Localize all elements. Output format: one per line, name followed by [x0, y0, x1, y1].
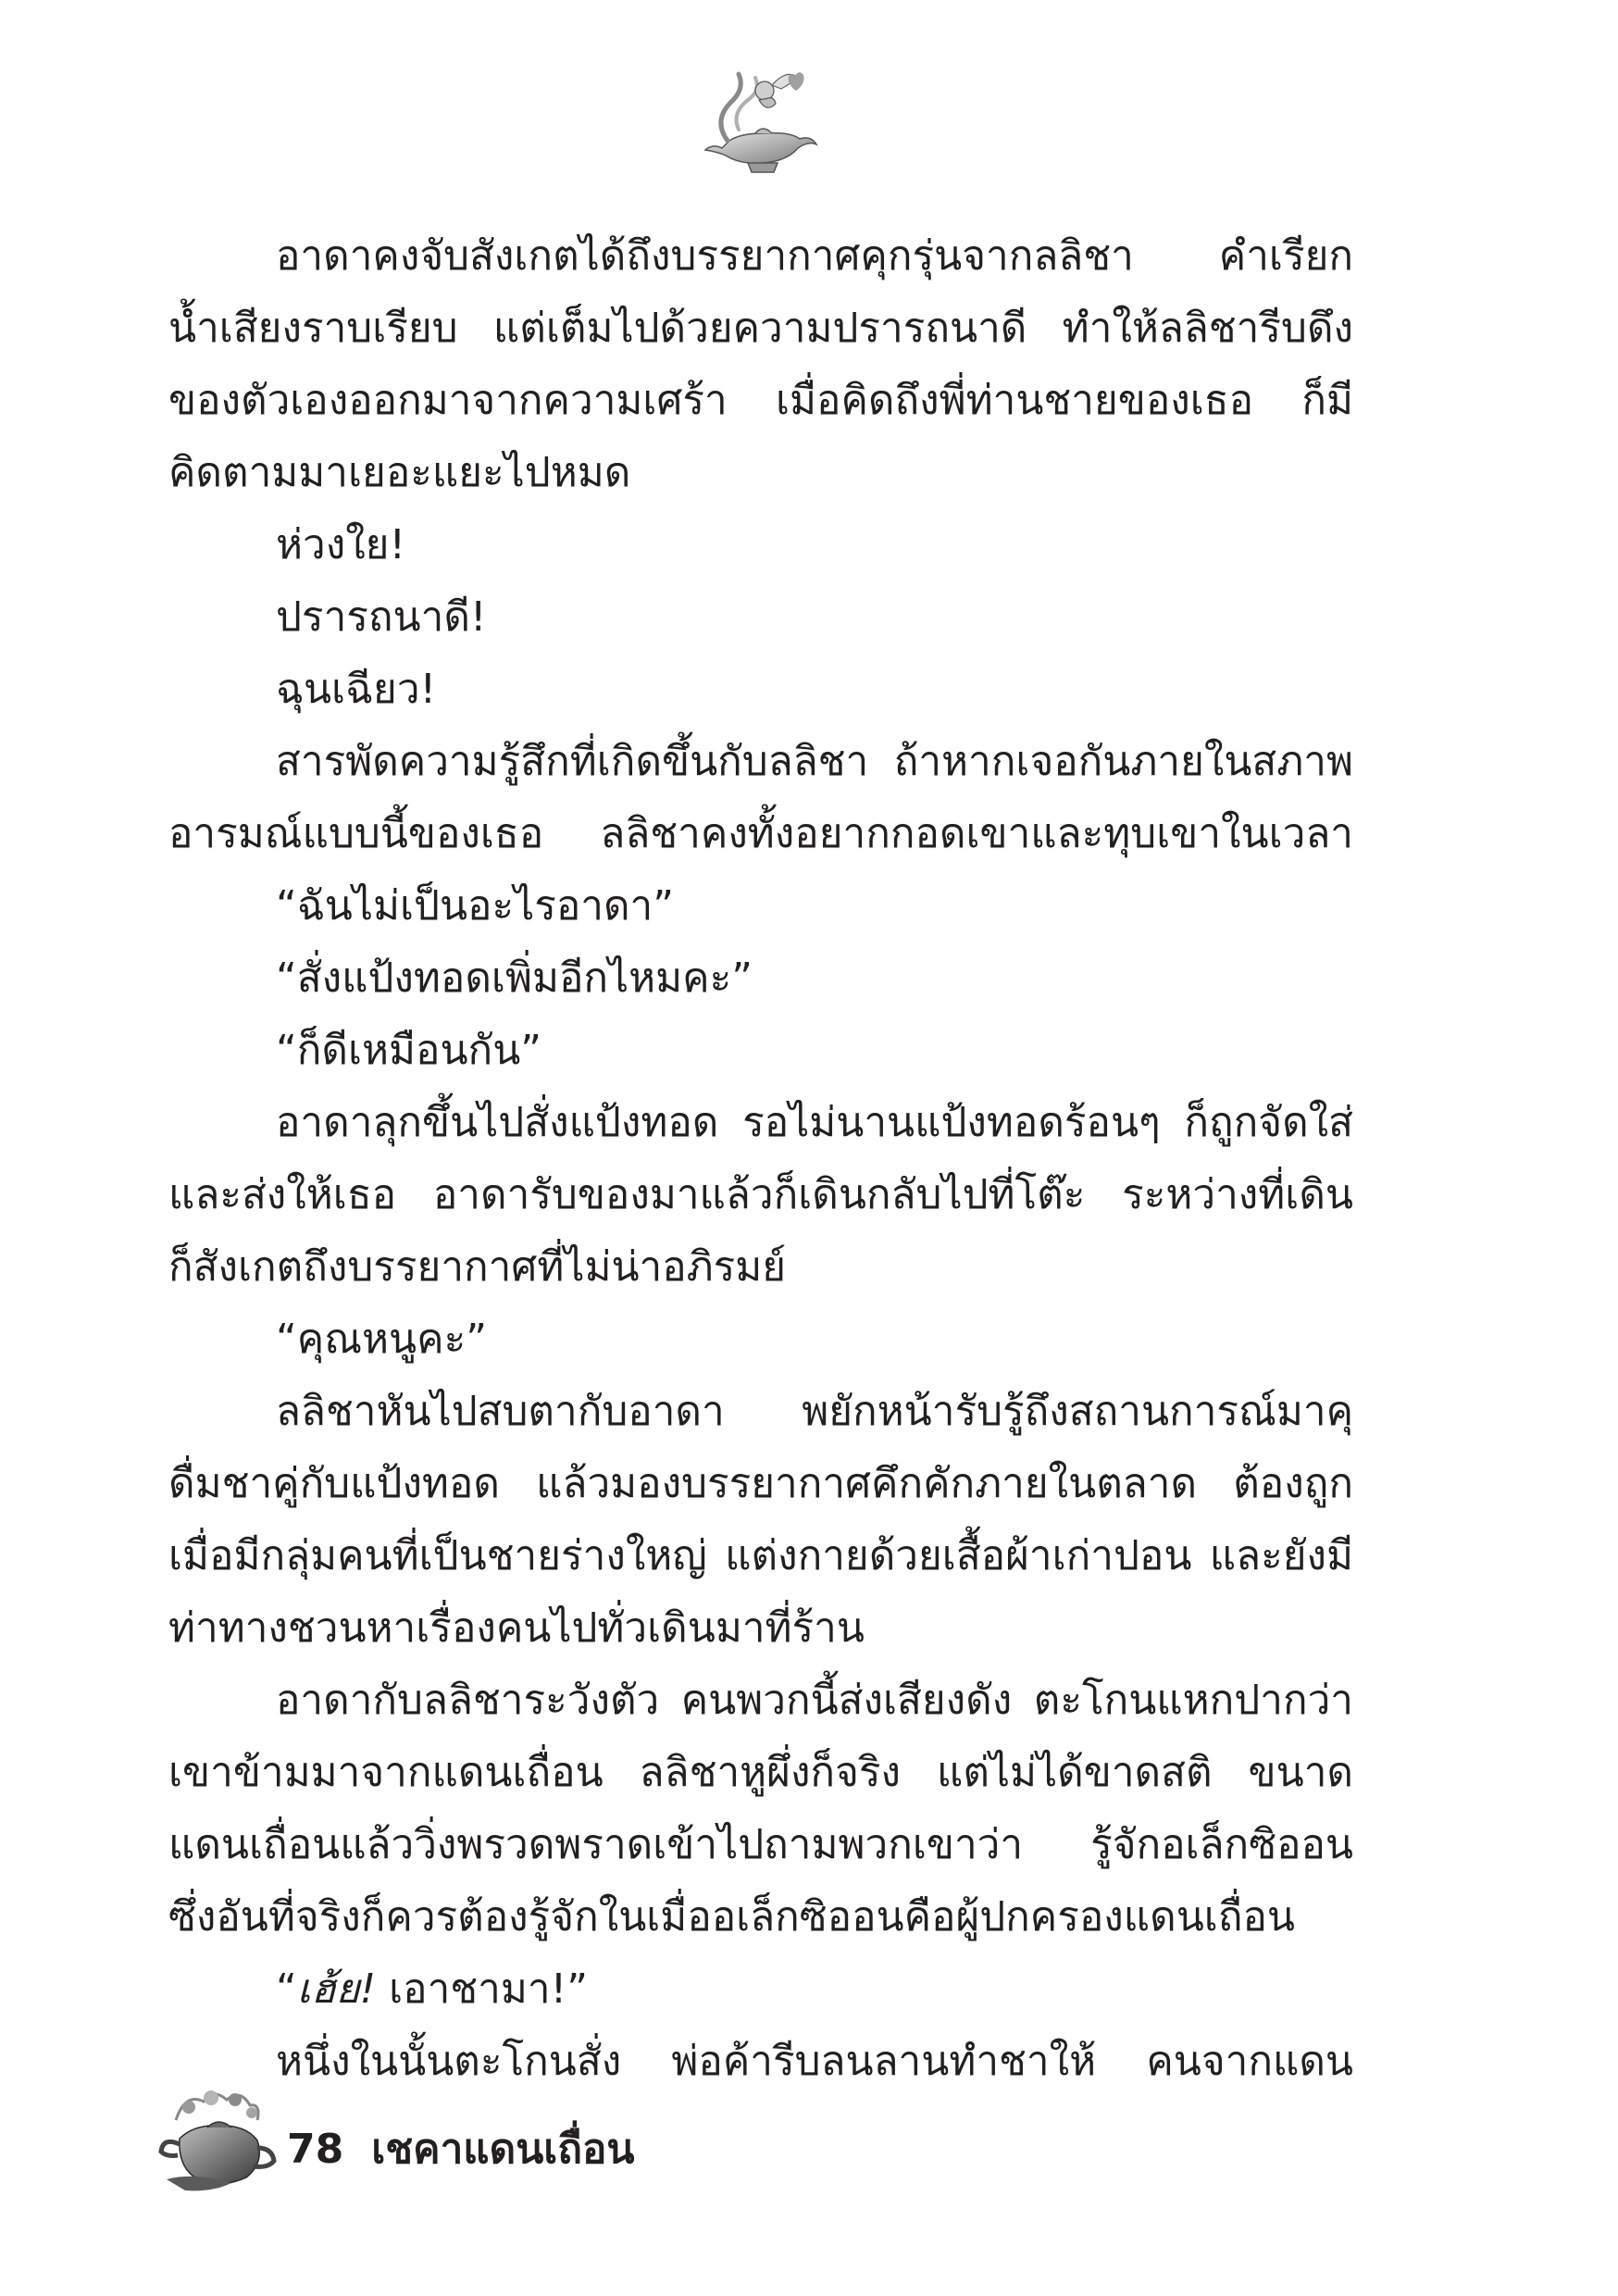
paragraph-line: หนึ่งในนั้นตะโกนสั่ง พ่อค้ารีบลนลานทำชาให้ คนจากแดน [276, 2038, 1353, 2085]
paragraph-line: สารพัดความรู้สึกที่เกิดขึ้นกับลลิชา ถ้าหากเจอกันภายในสภาพ [276, 738, 1353, 785]
genie-lamp-ornament-icon [694, 56, 824, 185]
dialogue-line [168, 1953, 1353, 2026]
quote-open: “ [276, 1965, 297, 2013]
paragraph-line: คิดตามมาเยอะแยะไปหมด [168, 449, 631, 496]
book-title: เชคาแดนเถื่อน [371, 2126, 635, 2173]
body-text [168, 220, 1353, 2098]
page-number: 78 [287, 2126, 344, 2173]
paragraph-line: ดื่มชาคู่กับแป้งทอด แล้วมองบรรยากาศคึกคักภายในตลาด ต้องถูก [168, 1460, 1353, 1507]
paragraph-line: อาดากับลลิชาระวังตัว คนพวกนี้ส่งเสียงดัง ตะโกนแหกปากว่า [276, 1677, 1353, 1724]
teapot-flowers-icon [157, 2083, 278, 2194]
paragraph-line: อาดาคงจับสังเกตได้ถึงบรรยากาศคุกรุ่นจากลลิชา คำเรียก [276, 232, 1353, 280]
paragraph-line: ห่วงใย! [276, 521, 406, 568]
paragraph-line: น้ำเสียงราบเรียบ แต่เต็มไปด้วยความปรารถนาดี ทำให้ลลิชารีบดึง [168, 305, 1353, 352]
quote-rest: เอาชามา!” [376, 1965, 588, 2013]
dialogue-line: “ฉันไม่เป็นอะไรอาดา” [276, 882, 675, 930]
paragraph-line: ฉุนเฉียว! [276, 666, 437, 713]
page-footer [157, 2083, 990, 2194]
dialogue-line: “คุณหนูคะ” [276, 1316, 487, 1363]
exclamation-italic: เฮ้ย! [296, 1965, 377, 2013]
paragraph-line: ท่าทางชวนหาเรื่องคนไปทั่วเดินมาที่ร้าน [168, 1604, 865, 1652]
dialogue-line: “ก็ดีเหมือนกัน” [276, 1027, 542, 1074]
paragraph-line: ซึ่งอันที่จริงก็ควรต้องรู้จักในเมื่ออเล็กซิออนคือผู้ปกครองแดนเถื่อน [168, 1893, 1295, 1940]
footer-label [287, 2116, 634, 2181]
paragraph-line: ของตัวเองออกมาจากความเศร้า เมื่อคิดถึงพี่ท่านชายของเธอ ก็มี [168, 377, 1353, 424]
paragraph-line: อารมณ์แบบนี้ของเธอ ลลิชาคงทั้งอยากกอดเขาและทุบเขาในเวลา [168, 810, 1353, 857]
paragraph-line: และส่งให้เธอ อาดารับของมาแล้วก็เดินกลับไปที่โต๊ะ ระหว่างที่เดิน [168, 1171, 1353, 1218]
dialogue-line: “สั่งแป้งทอดเพิ่มอีกไหมคะ” [276, 955, 753, 1002]
paragraph-line: อาดาลุกขึ้นไปสั่งแป้งทอด รอไม่นานแป้งทอดร้อนๆ ก็ถูกจัดใส่ [276, 1099, 1353, 1146]
paragraph-line: ก็สังเกตถึงบรรยากาศที่ไม่น่าอภิรมย์ [168, 1243, 787, 1291]
paragraph-line: ลลิชาหันไปสบตากับอาดา พยักหน้ารับรู้ถึงสถานการณ์มาคุ [276, 1388, 1353, 1435]
paragraph-line: แดนเถื่อนแล้ววิ่งพรวดพราดเข้าไปถามพวกเขาว่า รู้จักอเล็กซิออน [168, 1821, 1353, 1868]
paragraph-line: ปรารถนาดี! [276, 593, 487, 641]
paragraph-line: เมื่อมีกลุ่มคนที่เป็นชายร่างใหญ่ แต่งกายด้วยเสื้อผ้าเก่าปอน และยังมี [168, 1532, 1353, 1579]
paragraph-line: เขาข้ามมาจากแดนเถื่อน ลลิชาหูผึ่งก็จริง แต่ไม่ได้ขาดสติ ขนาด [168, 1749, 1353, 1796]
